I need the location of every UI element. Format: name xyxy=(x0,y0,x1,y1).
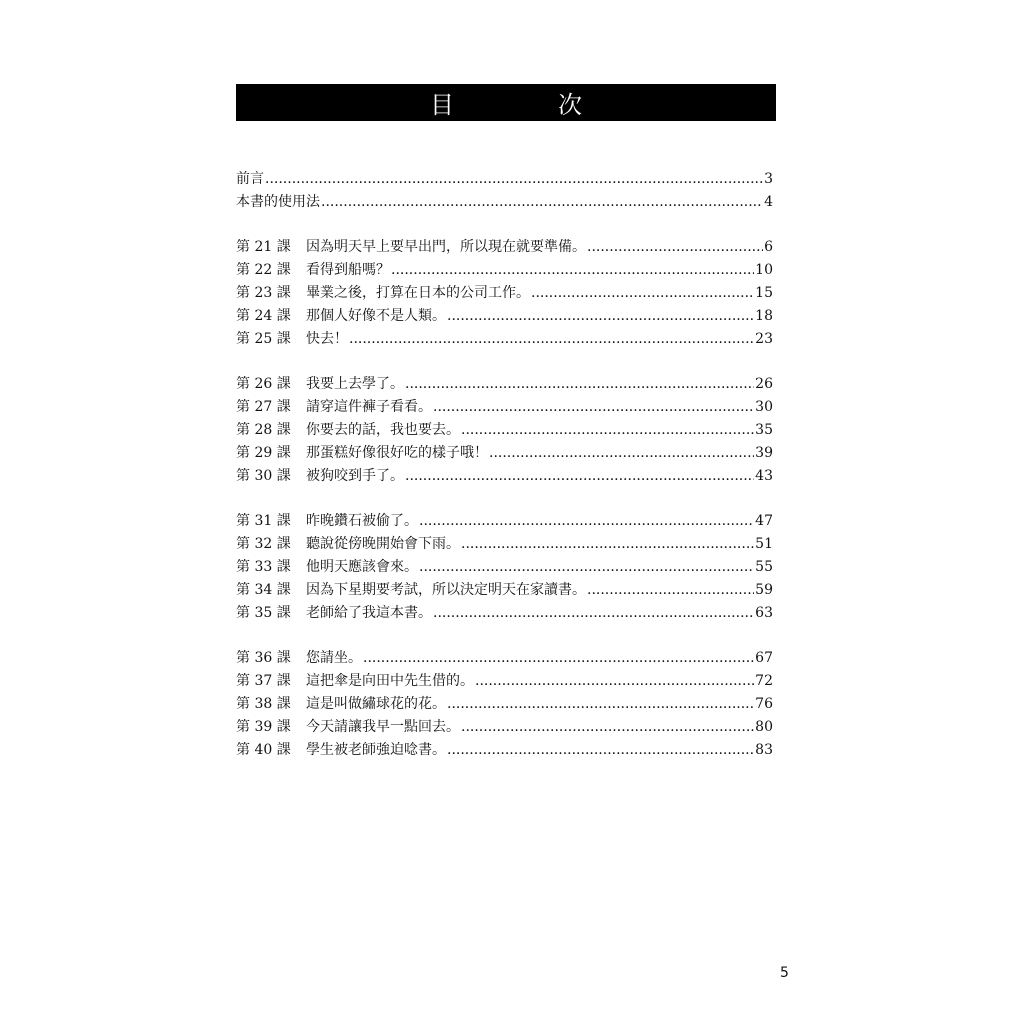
toc-entry[interactable] xyxy=(236,739,773,762)
entry-title: 聽說從傍晚開始會下雨。 xyxy=(306,536,460,552)
toc-entry[interactable] xyxy=(236,191,773,214)
dot-leader xyxy=(475,670,754,693)
dot-leader xyxy=(447,739,754,762)
entry-page-number: 35 xyxy=(755,422,773,438)
entry-title: 他明天應該會來。 xyxy=(306,559,418,575)
toc-entry[interactable] xyxy=(236,465,773,488)
toc-entry[interactable] xyxy=(236,396,773,419)
dot-leader xyxy=(349,328,754,351)
lesson-number: 第 31 課 xyxy=(236,513,291,529)
lesson-number: 第 22 課 xyxy=(236,262,291,278)
entry-page-number: 39 xyxy=(755,445,773,461)
entry-title: 被狗咬到手了。 xyxy=(306,468,404,484)
dot-leader xyxy=(447,305,754,328)
lesson-number: 第 25 課 xyxy=(236,331,291,347)
entry-title: 前言 xyxy=(236,171,264,187)
toc-entry[interactable] xyxy=(236,647,773,670)
lesson-number: 第 34 課 xyxy=(236,582,291,598)
entry-title: 因為明天早上要早出門，所以現在就要準備。 xyxy=(306,239,586,255)
dot-leader xyxy=(405,465,754,488)
dot-leader xyxy=(419,510,754,533)
entry-page-number: 59 xyxy=(755,582,773,598)
dot-leader xyxy=(461,533,754,556)
lesson-number: 第 39 課 xyxy=(236,719,291,735)
toc-entry[interactable] xyxy=(236,373,773,396)
entry-page-number: 15 xyxy=(755,285,773,301)
toc-entry[interactable] xyxy=(236,236,773,259)
toc-entry[interactable] xyxy=(236,533,773,556)
lesson-number: 第 35 課 xyxy=(236,605,291,621)
lesson-number: 第 29 課 xyxy=(236,445,291,461)
entry-title: 你要去的話，我也要去。 xyxy=(306,422,460,438)
toc-entry[interactable] xyxy=(236,670,773,693)
toc-entry[interactable] xyxy=(236,259,773,282)
lesson-number: 第 28 課 xyxy=(236,422,291,438)
entry-page-number: 10 xyxy=(755,262,773,278)
dot-leader xyxy=(433,396,754,419)
entry-page-number: 4 xyxy=(764,194,773,210)
entry-page-number: 6 xyxy=(764,239,773,255)
lesson-number: 第 33 課 xyxy=(236,559,291,575)
lesson-number: 第 40 課 xyxy=(236,742,291,758)
lesson-number: 第 37 課 xyxy=(236,673,291,689)
lesson-number: 第 38 課 xyxy=(236,696,291,712)
entry-title: 這是叫做繡球花的花。 xyxy=(306,696,446,712)
entry-page-number: 67 xyxy=(755,650,773,666)
entry-page-number: 55 xyxy=(755,559,773,575)
toc-group xyxy=(236,647,773,762)
dot-leader xyxy=(531,282,754,305)
entry-title: 快去！ xyxy=(306,331,348,347)
lesson-number: 第 21 課 xyxy=(236,239,291,255)
entry-title: 那蛋糕好像很好吃的樣子哦！ xyxy=(306,445,488,461)
entry-title: 您請坐。 xyxy=(306,650,362,666)
toc-entry[interactable] xyxy=(236,602,773,625)
toc-entry[interactable] xyxy=(236,442,773,465)
dot-leader xyxy=(461,419,754,442)
dot-leader xyxy=(461,716,754,739)
entry-title: 我要上去學了。 xyxy=(306,376,404,392)
lesson-number: 第 23 課 xyxy=(236,285,291,301)
entry-title: 畢業之後，打算在日本的公司工作。 xyxy=(306,285,530,301)
entry-title: 老師給了我這本書。 xyxy=(306,605,432,621)
entry-page-number: 51 xyxy=(755,536,773,552)
dot-leader xyxy=(419,556,754,579)
dot-leader xyxy=(587,236,763,259)
entry-page-number: 26 xyxy=(755,376,773,392)
entry-page-number: 76 xyxy=(755,696,773,712)
lesson-number: 第 27 課 xyxy=(236,399,291,415)
entry-title: 昨晚鑽石被偷了。 xyxy=(306,513,418,529)
entry-page-number: 23 xyxy=(755,331,773,347)
toc-entry[interactable] xyxy=(236,716,773,739)
lesson-number: 第 36 課 xyxy=(236,650,291,666)
lesson-number: 第 26 課 xyxy=(236,376,291,392)
toc-header-bar xyxy=(236,84,776,121)
toc-entry[interactable] xyxy=(236,693,773,716)
toc-entry[interactable] xyxy=(236,556,773,579)
toc-group xyxy=(236,373,773,488)
entry-page-number: 3 xyxy=(764,171,773,187)
toc-group xyxy=(236,510,773,625)
entry-page-number: 63 xyxy=(755,605,773,621)
lesson-number: 第 24 課 xyxy=(236,308,291,324)
lesson-number: 第 32 課 xyxy=(236,536,291,552)
page-title: 目 次 xyxy=(430,91,622,119)
dot-leader xyxy=(433,602,754,625)
dot-leader xyxy=(321,191,763,214)
dot-leader xyxy=(587,579,754,602)
entry-title: 因為下星期要考試，所以決定明天在家讀書。 xyxy=(306,582,586,598)
entry-title: 這把傘是向田中先生借的。 xyxy=(306,673,474,689)
table-of-contents xyxy=(236,168,773,784)
entry-title: 本書的使用法 xyxy=(236,194,320,210)
entry-page-number: 47 xyxy=(755,513,773,529)
lesson-number: 第 30 課 xyxy=(236,468,291,484)
entry-title: 請穿這件褲子看看。 xyxy=(306,399,432,415)
entry-page-number: 83 xyxy=(755,742,773,758)
toc-entry[interactable] xyxy=(236,579,773,602)
entry-page-number: 80 xyxy=(755,719,773,735)
dot-leader xyxy=(363,647,754,670)
dot-leader xyxy=(447,693,754,716)
dot-leader xyxy=(405,373,754,396)
entry-title: 今天請讓我早一點回去。 xyxy=(306,719,460,735)
toc-group xyxy=(236,168,773,214)
dot-leader xyxy=(265,168,763,191)
toc-entry[interactable] xyxy=(236,305,773,328)
toc-entry[interactable] xyxy=(236,282,773,305)
dot-leader xyxy=(489,442,754,465)
entry-page-number: 30 xyxy=(755,399,773,415)
toc-entry[interactable] xyxy=(236,328,773,351)
toc-entry[interactable] xyxy=(236,510,773,533)
entry-title: 學生被老師強迫唸書。 xyxy=(306,742,446,758)
entry-title: 看得到船嗎？ xyxy=(306,262,390,278)
entry-page-number: 72 xyxy=(755,673,773,689)
dot-leader xyxy=(391,259,754,282)
entry-title: 那個人好像不是人類。 xyxy=(306,308,446,324)
toc-entry[interactable] xyxy=(236,168,773,191)
entry-page-number: 18 xyxy=(755,308,773,324)
entry-page-number: 43 xyxy=(755,468,773,484)
page-number: 5 xyxy=(780,965,789,981)
toc-entry[interactable] xyxy=(236,419,773,442)
toc-group xyxy=(236,236,773,351)
